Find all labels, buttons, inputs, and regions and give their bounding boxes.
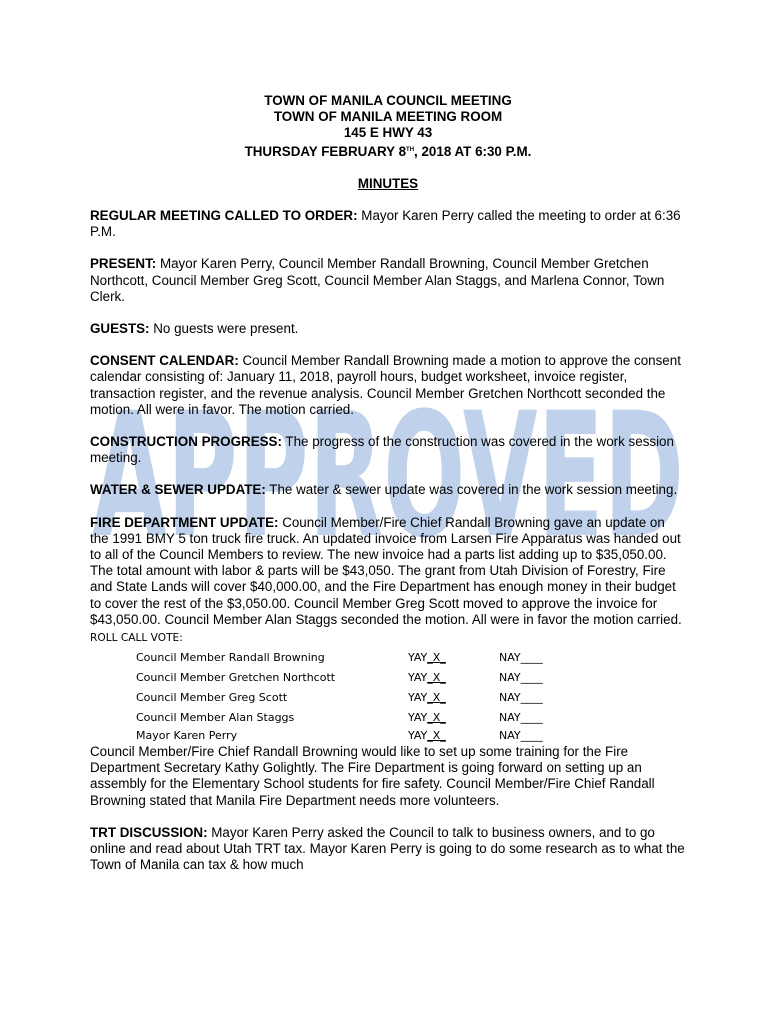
section-trt-discussion (90, 825, 686, 874)
header-line-3: 145 E HWY 43 (343, 125, 433, 141)
member-name: Council Member Greg Scott (136, 691, 288, 705)
section-label: GUESTS: (90, 321, 150, 337)
member-name: Council Member Gretchen Northcott (136, 671, 336, 685)
roll-call-row (136, 668, 579, 688)
section-fire-department (90, 515, 686, 628)
section-label: REGULAR MEETING CALLED TO ORDER: (90, 208, 358, 224)
header-date-suffix: TH (406, 146, 415, 153)
section-text: Council Member/Fire Chief Randall Browning gave an update on the 1991 BMY 5 ton truck fire truck. An updated invoice from Larsen Fire Apparatus was handed out to all of the Council Members to review. The new invoice had a parts list adding up to $35,050.00. The total amount with labor & parts will be $43,050. The grant from Utah Division of Forestry, Fire and State Lands will cover $40,000.00, and the Fire Department has enough money in their budget to cover the rest of the $3,050.00. Council Member Greg Scott moved to approve the invoice for $43,050.00. Council Member Alan Staggs seconded the motion. All were in favor the motion carried. (90, 514, 682, 627)
section-label: CONSENT CALENDAR: (90, 353, 239, 369)
section-water-sewer (90, 482, 686, 498)
section-label: FIRE DEPARTMENT UPDATE: (90, 514, 279, 530)
yay-vote: YAY_X_ (408, 729, 446, 743)
section-text: Mayor Karen Perry asked the Council to talk to business owners, and to go online and read about Utah TRT tax. Mayor Karen Perry is going to do some research as to what the Town of Manila can tax & how much (90, 824, 685, 873)
section-guests (90, 321, 686, 337)
header-line-4 (90, 142, 686, 160)
header-time: , 2018 AT 6:30 P.M. (414, 143, 532, 159)
section-label: CONSTRUCTION PROGRESS: (90, 434, 282, 450)
section-construction-progress (90, 434, 686, 466)
yay-vote: YAY_X_ (408, 691, 446, 705)
header-date: THURSDAY FEBRUARY 8 (244, 143, 407, 159)
section-text: The progress of the construction was covered in the work session meeting. (90, 434, 674, 466)
roll-call-table (136, 648, 579, 744)
yay-vote: YAY_X_ (408, 671, 446, 685)
nay-vote: NAY____ (499, 729, 543, 743)
yay-vote: YAY_X_ (408, 651, 446, 665)
section-call-to-order (90, 208, 686, 240)
roll-call-row (136, 688, 579, 708)
nay-vote: NAY____ (499, 651, 543, 665)
section-consent-calendar (90, 353, 686, 418)
meeting-header (90, 93, 686, 160)
roll-call-heading: ROLL CALL VOTE: (90, 632, 183, 645)
roll-call-row (136, 648, 579, 668)
header-line-2: TOWN OF MANILA MEETING ROOM (273, 109, 503, 125)
section-label: PRESENT: (90, 256, 157, 272)
header-line-1: TOWN OF MANILA COUNCIL MEETING (264, 93, 512, 108)
nay-vote: NAY____ (499, 691, 543, 705)
section-text: The water & sewer update was covered in the work session meeting. (265, 482, 678, 498)
minutes-document (90, 93, 686, 874)
member-name: Council Member Alan Staggs (136, 711, 295, 725)
section-text: Mayor Karen Perry called the meeting to order at 6:36 P.M. (90, 208, 681, 240)
yay-vote: YAY_X_ (408, 711, 446, 725)
page-title: MINUTES (357, 175, 419, 191)
section-label: WATER & SEWER UPDATE: (90, 482, 266, 498)
section-present (90, 256, 686, 305)
member-name: Mayor Karen Perry (136, 729, 238, 743)
section-text: No guests were present. (149, 321, 299, 337)
roll-call-row (136, 708, 579, 728)
section-text: Council Member Randall Browning made a motion to approve the consent calendar consisting of: January 11, 2018, payroll hours, budget worksheet, invoice register, transaction register, and the revenue analysis. Council Member Gretchen Northcott seconded the motion. All were in favor. The motion carried. (90, 353, 681, 417)
section-label: TRT DISCUSSION: (90, 824, 208, 840)
member-name: Council Member Randall Browning (136, 651, 325, 665)
nay-vote: NAY____ (499, 711, 543, 725)
roll-call-row (136, 728, 579, 744)
section-fire-department-followup: Council Member/Fire Chief Randall Browning would like to set up some training for the Fire Department Secretary Kathy Golightly. The Fire Department is going forward on setting up an assembly for the Elementary School students for fire safety. Council Member/Fire Chief Randall Browning stated that Manila Fire Department needs more volunteers. (90, 744, 655, 808)
nay-vote: NAY____ (499, 671, 543, 685)
section-text: Mayor Karen Perry, Council Member Randall Browning, Council Member Gretchen Northcott, Council Member Greg Scott, Council Member Alan Staggs, and Marlena Connor, Town Clerk. (90, 256, 665, 304)
watermark-text: APPROVED (92, 395, 684, 545)
